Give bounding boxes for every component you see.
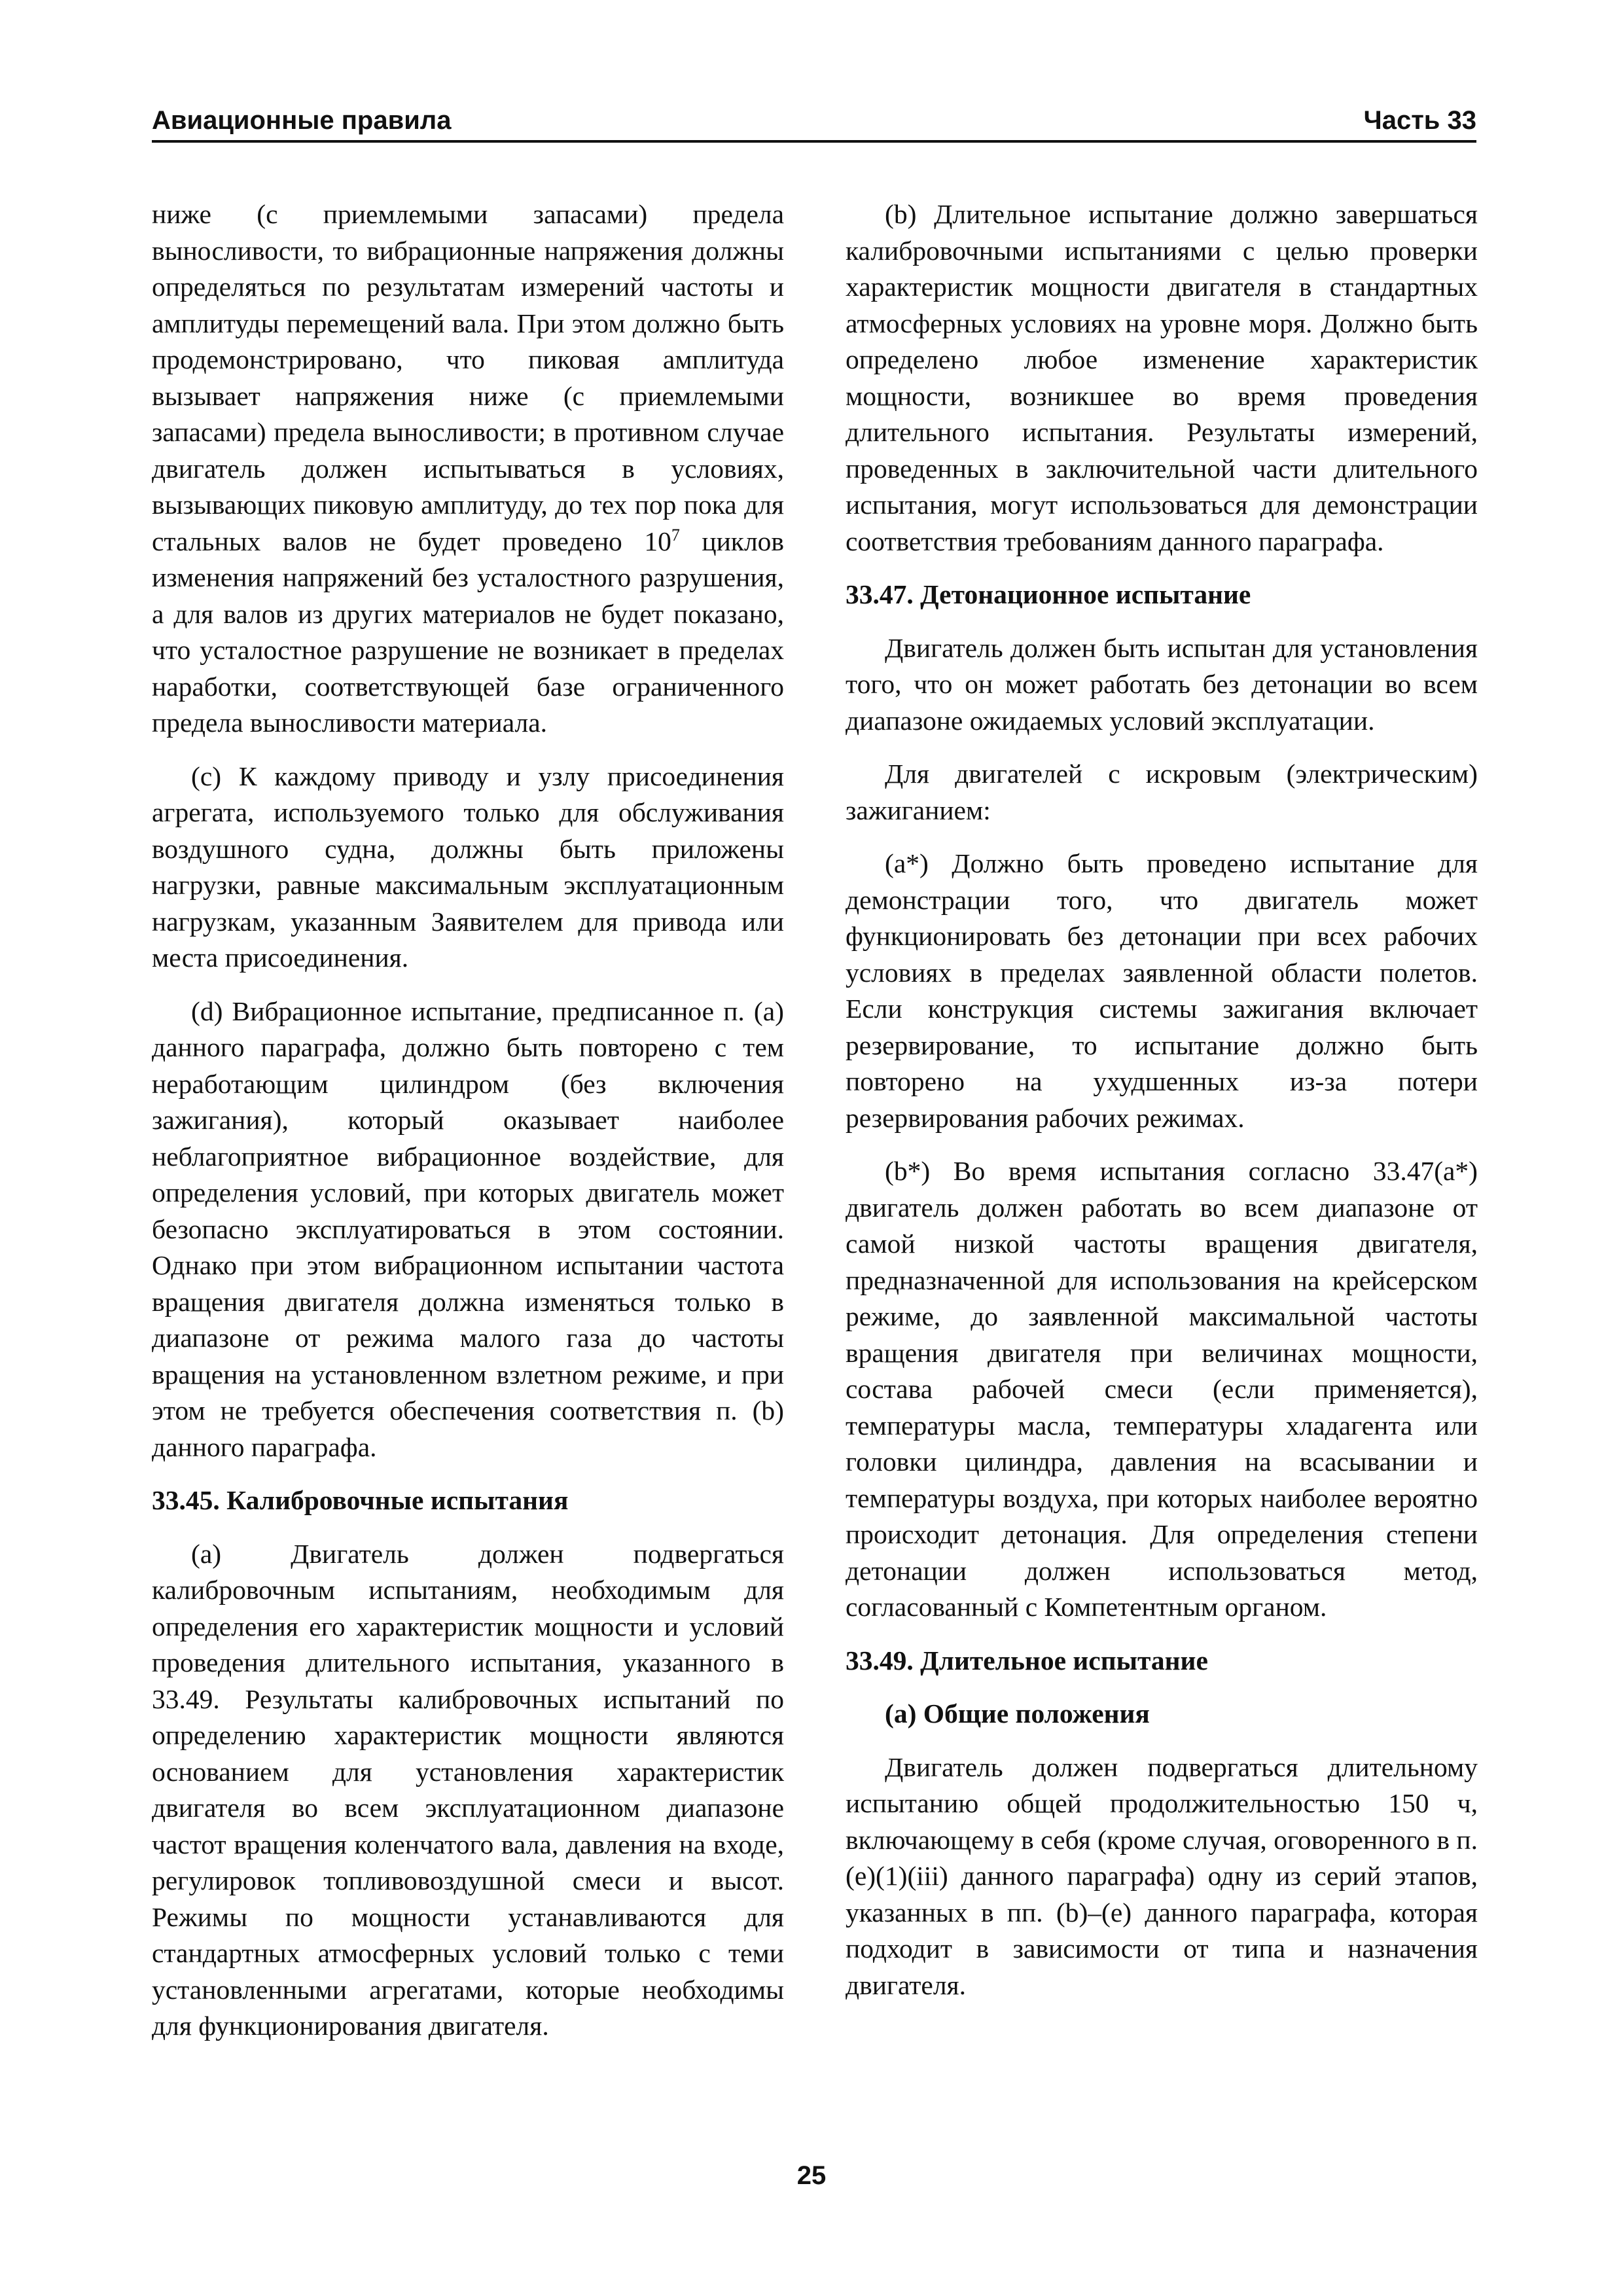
paragraph-text: ниже (с приемлемыми запасами) предела выносливости, то вибрационные напряжения должны определяться по результатам измерений частоты и амплитуды перемещений вала. При этом должно быть продемонстрировано, что пиковая амплитуда вызывает напряжения ниже (с приемлемыми запасами) предела выносливости; в противном случае двигатель должен испытываться в условиях, вызывающих пиковую амплитуду, до тех пор пока для стальных валов не будет проведено 10: [152, 199, 784, 556]
paragraph-d: (d) Вибрационное испытание, предписанное п. (a) данного параграфа, должно быть повторено с тем неработающим цилиндром (без включения зажигания), который оказывает наиболее неблагоприятное вибрационное воздействие, для определения условий, при которых двигатель может безопасно эксплуатироваться в этом состоянии. Однако при этом вибрационном испытании частота вращения двигателя должна изменяться только в диапазоне от режима малого газа до частоты вращения на установленном взлетном режиме, и при этом не требуется обеспечения соответствия п. (b) данного параграфа.: [152, 996, 784, 1462]
page-number: 25: [796, 2161, 827, 2190]
paragraph-a-star: (a*) Должно быть проведено испытание для демонстрации того, что двигатель может функционировать без детонации при всех рабочих условиях в пределах заявленной области полетов. Если конструкция системы зажигания включает резервирование, то испытание должно быть повторено на ухудшенных из-за потери резервирования рабочих режимах.: [846, 848, 1478, 1133]
left-column: [152, 196, 784, 2062]
right-column: [846, 196, 1478, 2020]
section-heading-33-49: 33.49. Длительное испытание: [846, 1645, 1208, 1676]
paragraph-b: (b) Длительное испытание должно завершаться калибровочными испытаниями с целью проверки характеристик мощности двигателя в стандартных атмосферных условиях на уровне моря. Должно быть определено любое изменение характеристик мощности, возникшее во время проведения длительного испытания. Результаты измерений, проведенных в заключительной части длительного испытания, могут использоваться для демонстрации соответствия требованиям данного параграфа.: [846, 199, 1478, 556]
paragraph-c: (c) К каждому приводу и узлу присоединения агрегата, используемого только для обслуживания воздушного судна, должны быть приложены нагрузки, равные максимальным эксплуатационным нагрузкам, указанным Заявителем для привода или места присоединения.: [152, 761, 784, 973]
header-title: Авиационные правила: [152, 106, 452, 135]
paragraph-text: циклов изменения напряжений без усталостного разрушения, а для валов из других материалов не будет показано, что усталостное разрушение не возникает в пределах наработки, соответствующей базе ограниченного предела выносливости материала.: [152, 526, 785, 738]
paragraph-spark-ignition: Для двигателей с искровым (электрическим) зажиганием:: [846, 759, 1478, 825]
header-part: Часть 33: [1363, 106, 1476, 135]
subsection-heading-general: (a) Общие положения: [885, 1698, 1150, 1729]
paragraph-33-45-a: (a) Двигатель должен подвергаться калибровочным испытаниям, необходимым для определения его характеристик мощности и условий проведения длительного испытания, указанного в 33.49. Результаты калибровочных испытаний по определению характеристик мощности являются основанием для установления характеристик двигателя во всем эксплуатационном диапазоне частот вращения коленчатого вала, давления на входе, регулировок топливовоздушной смеси и высот. Режимы по мощности устанавливаются для стандартных атмосферных условий только с теми установленными агрегатами, которые необходимы для функционирования двигателя.: [152, 1538, 784, 2041]
paragraph-33-47-intro: Двигатель должен быть испытан для установления того, что он может работать без детонации во всем диапазоне ожидаемых условий эксплуатации.: [846, 632, 1478, 736]
header-divider: [152, 140, 1476, 143]
paragraph-shaft-vibration: [152, 196, 784, 742]
section-heading-33-45: 33.45. Калибровочные испытания: [152, 1485, 569, 1515]
running-header: [152, 103, 1476, 137]
section-heading-33-47: 33.47. Детонационное испытание: [846, 579, 1251, 609]
paragraph-33-49-a: Двигатель должен подвергаться длительному испытанию общей продолжительностью 150 ч, включающему в себя (кроме случая, оговоренного в п. (e)(1)(iii) данного параграфа) одну из серий этапов, указанных в пп. (b)–(e) данного параграфа, которая подходит в зависимости от типа и назначения двигателя.: [846, 1751, 1478, 2000]
superscript: 7: [671, 525, 680, 545]
paragraph-b-star: (b*) Во время испытания согласно 33.47(a*) двигатель должен работать во всем диапазоне от самой низкой частоты вращения двигателя, предназначенной для использования на крейсерском режиме, до заявленной максимальной частоты вращения двигателя при величинах мощности, состава рабочей смеси (если применяется), температуры масла, температуры хладагента или головки цилиндра, давления на всасывании и температуры воздуха, при которых наиболее вероятно происходит детонация. Для определения степени детонации должен использоваться метод, согласованный с Компетентным органом.: [846, 1156, 1478, 1622]
